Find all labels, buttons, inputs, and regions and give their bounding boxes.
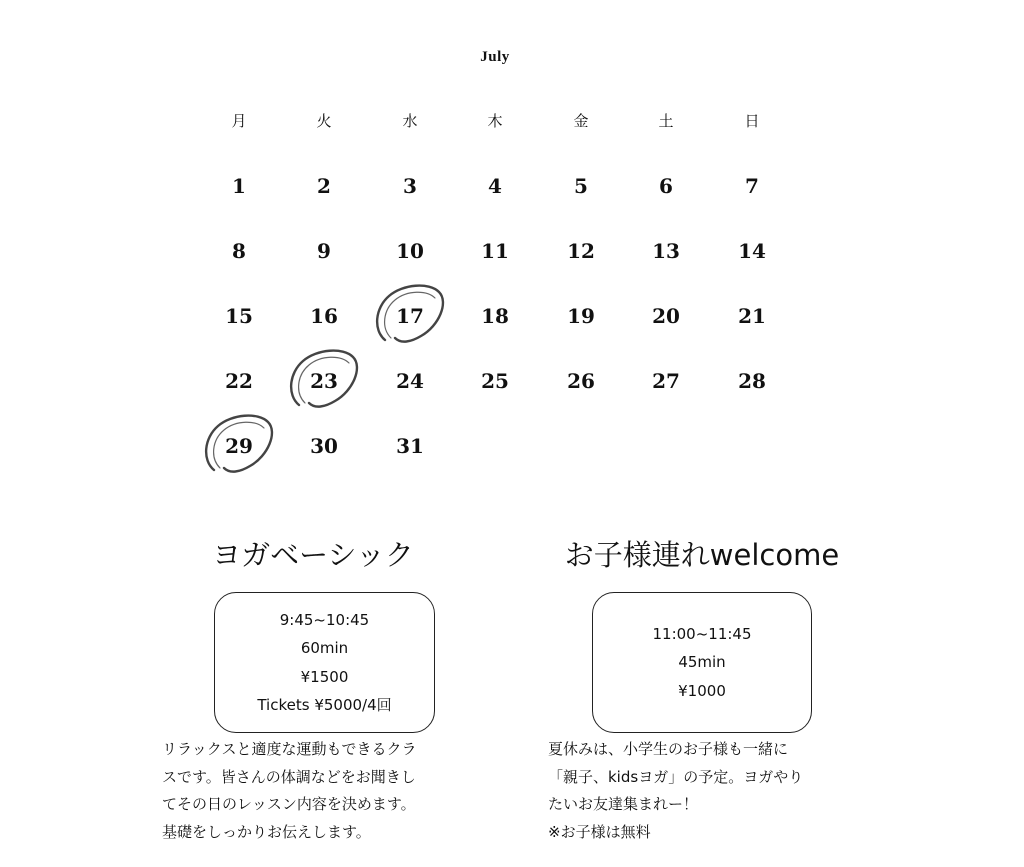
description-line: ※お子様は無料: [548, 822, 651, 841]
class-price: ¥1000: [678, 681, 726, 700]
calendar-day: 26: [567, 369, 595, 393]
calendar-day: 1: [232, 174, 246, 198]
calendar-day: 14: [738, 239, 766, 263]
description-line: スです。皆さんの体調などをお聞きし: [162, 767, 416, 786]
calendar-day: 12: [567, 239, 595, 263]
calendar-day: 23: [310, 369, 338, 393]
calendar-day: 24: [396, 369, 424, 393]
class-details-box: [592, 592, 812, 733]
calendar-day: 2: [317, 174, 331, 198]
weekday-thu: 木: [487, 112, 503, 130]
description-line: 「親子、kidsヨガ」の予定。ヨガやり: [548, 767, 804, 786]
class-title: ヨガベーシック: [212, 538, 414, 572]
calendar-day: 28: [738, 369, 766, 393]
calendar-day: 25: [481, 369, 509, 393]
class-tickets: Tickets ¥5000/4回: [257, 696, 392, 714]
description-line: たいお友達集まれー！: [548, 795, 699, 813]
calendar-day: 31: [396, 434, 424, 458]
weekday-wed: 水: [402, 112, 418, 130]
calendar-day: 4: [488, 174, 502, 198]
calendar-day: 11: [481, 239, 509, 263]
calendar-day: 13: [652, 239, 680, 263]
class-description: [162, 736, 417, 846]
calendar-day: 7: [745, 174, 759, 198]
calendar-day: 16: [310, 304, 338, 328]
calendar-day: 6: [659, 174, 673, 198]
weekday-fri: 金: [573, 112, 589, 130]
class-duration: 60min: [300, 639, 349, 657]
description-line: てその日のレッスン内容を決めます。: [162, 795, 416, 813]
calendar-day: 20: [652, 304, 680, 328]
description-line: 夏休みは、小学生のお子様も一緒に: [548, 740, 789, 758]
class-duration: 45min: [678, 653, 726, 672]
calendar-day: 30: [310, 434, 338, 458]
weekday-tue: 火: [316, 112, 332, 130]
description-line: 基礎をしっかりお伝えします。: [162, 822, 371, 841]
calendar-day: 17: [396, 304, 424, 328]
class-time: 11:00~11:45: [652, 624, 752, 643]
calendar-day: 8: [232, 239, 246, 263]
calendar-day: 19: [567, 304, 595, 328]
calendar-day: 27: [652, 369, 680, 393]
weekday-sat: 土: [658, 112, 674, 130]
weekday-sun: 日: [744, 112, 760, 130]
calendar-day: 29: [225, 434, 253, 458]
class-time: 9:45~10:45: [279, 610, 370, 629]
calendar-day: 10: [396, 239, 424, 263]
calendar-month-title: July: [480, 49, 510, 65]
description-line: リラックスと適度な運動もできるクラ: [162, 740, 417, 758]
class-title: お子様連れwelcome: [564, 538, 840, 572]
class-details-box: [214, 592, 435, 733]
calendar-day: 18: [481, 304, 509, 328]
calendar-day: 21: [738, 304, 766, 328]
weekday-mon: 月: [231, 112, 247, 130]
calendar-day: 22: [225, 369, 253, 393]
calendar-day: 15: [225, 304, 253, 328]
calendar-day: 9: [317, 239, 331, 263]
calendar-day: 5: [574, 174, 588, 198]
class-description: [548, 736, 803, 846]
class-price: ¥1500: [300, 667, 349, 686]
calendar-day: 3: [403, 174, 417, 198]
